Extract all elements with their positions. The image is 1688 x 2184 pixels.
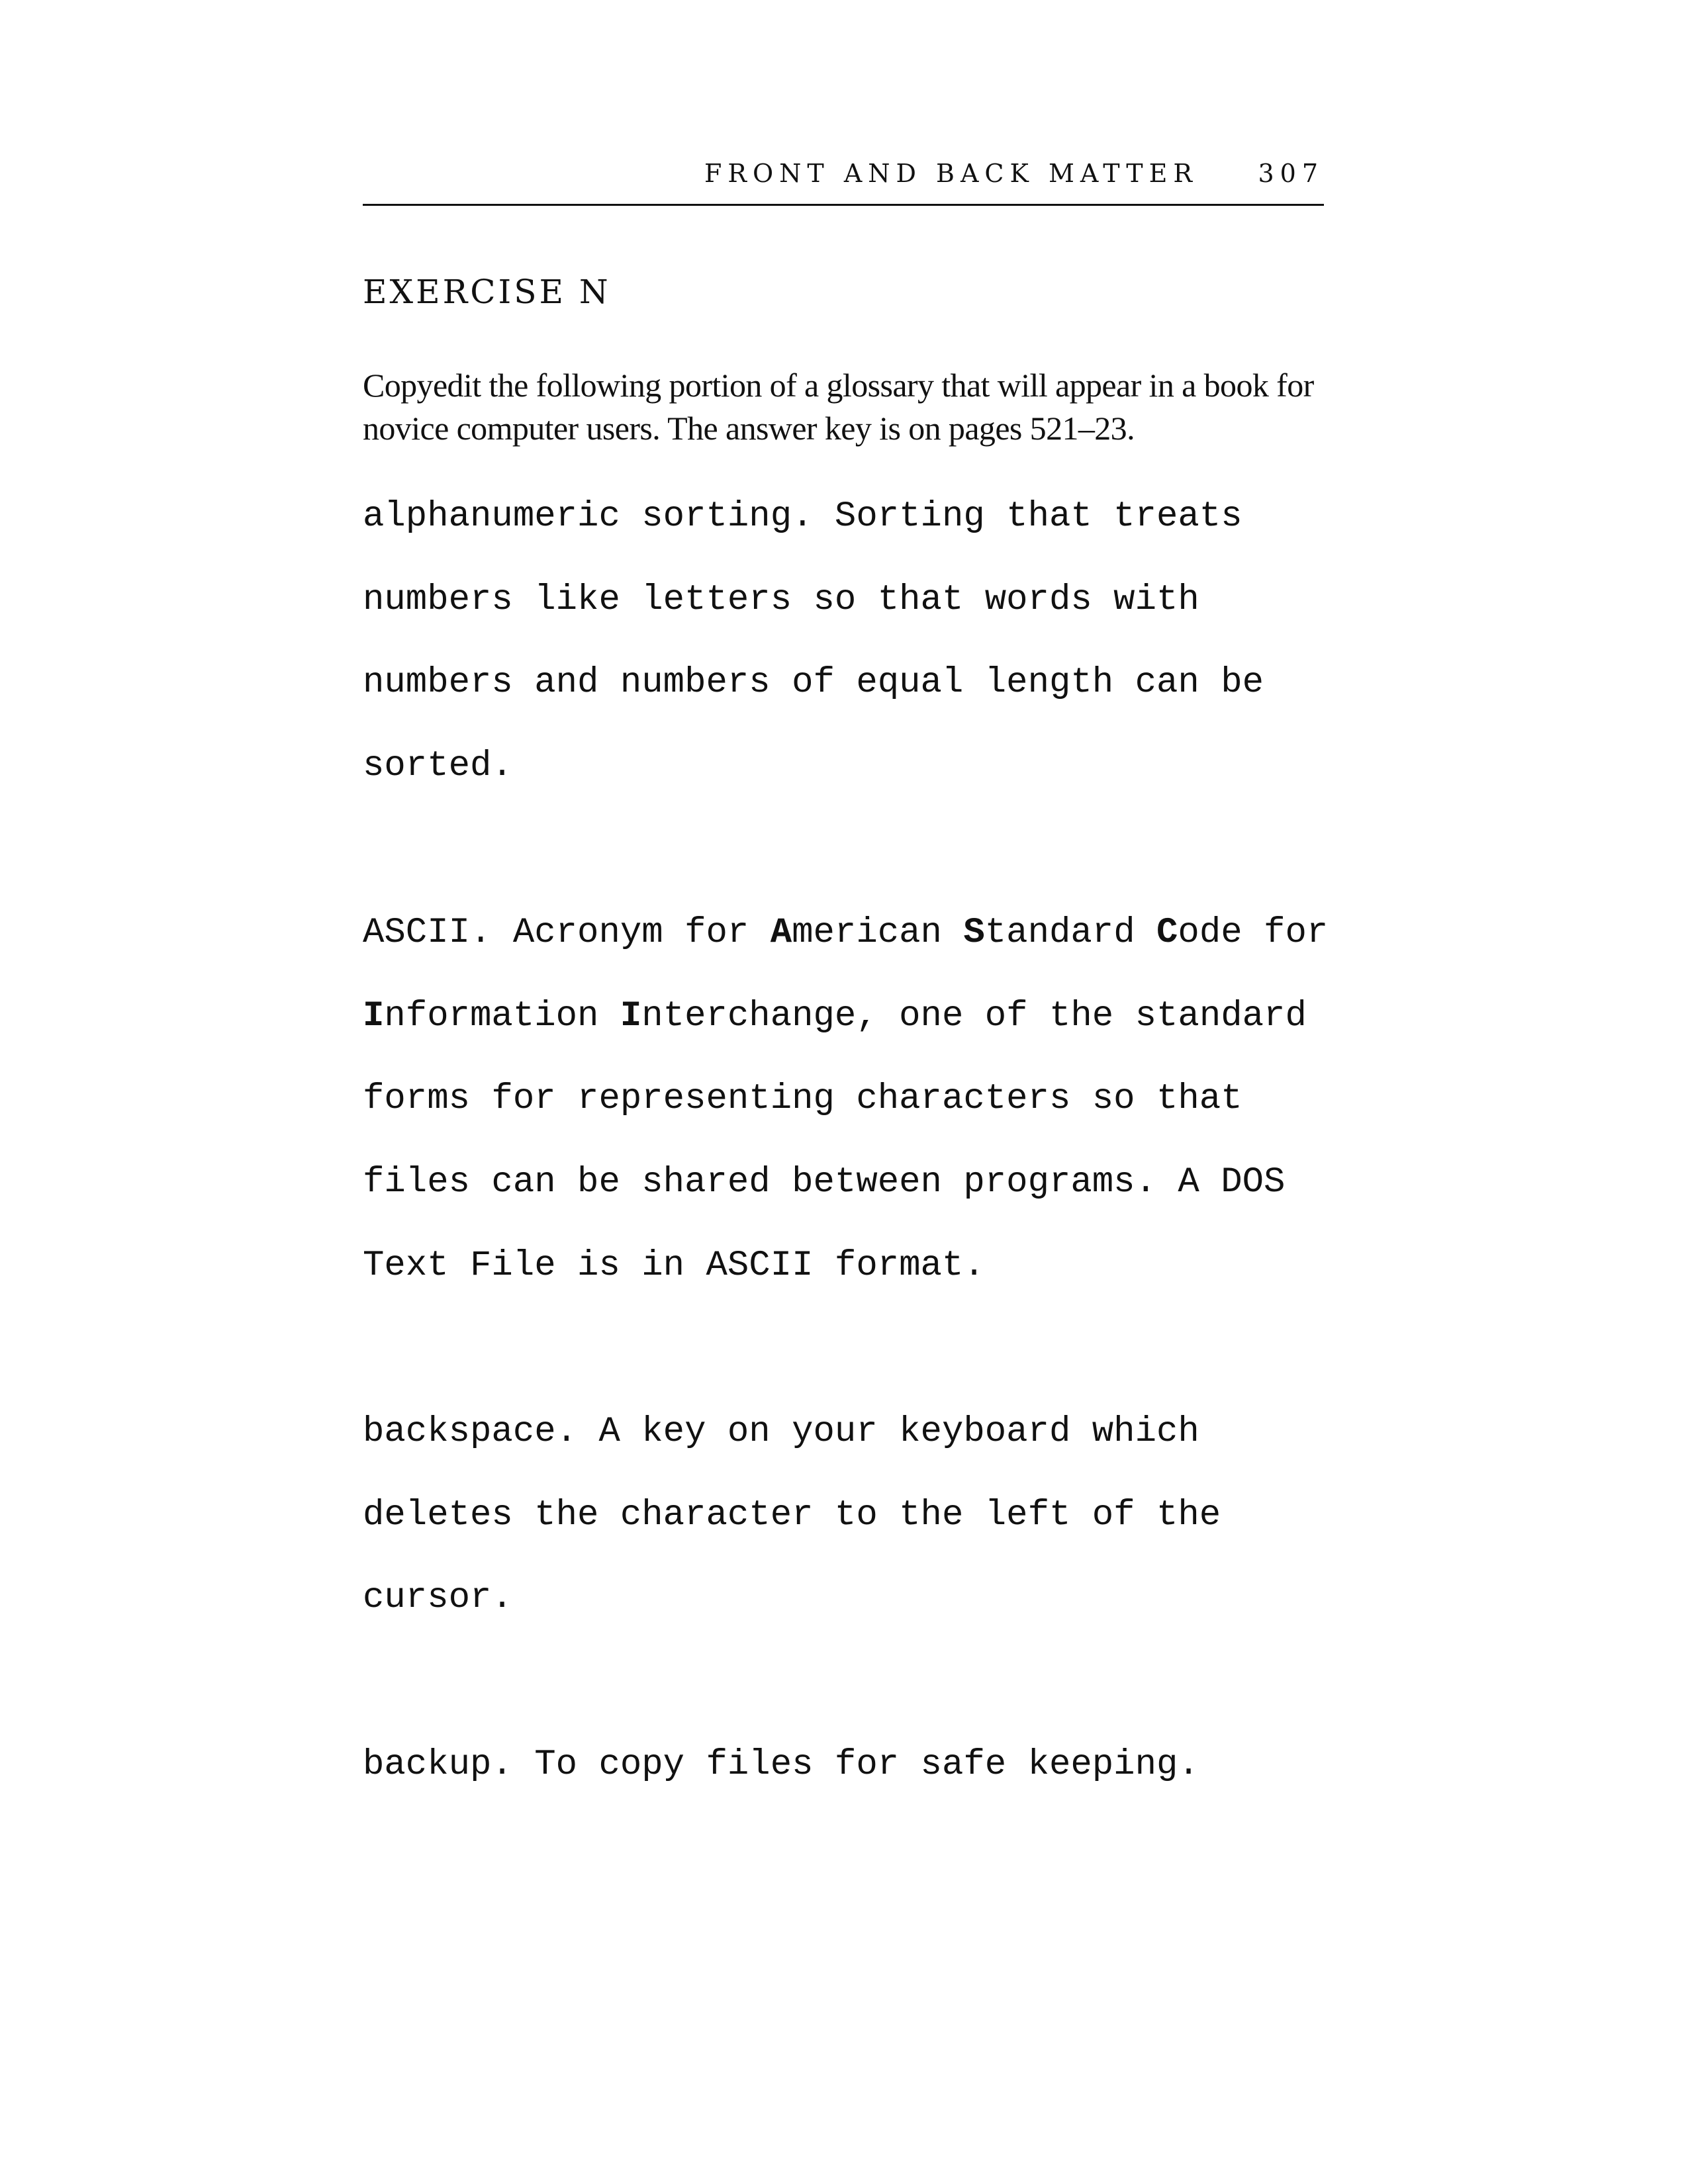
ascii-bold-letter: A [770,913,792,953]
running-header [363,151,1324,206]
exercise-title: EXERCISE N [363,273,611,311]
glossary-entry-ascii-line-3: forms for representing characters so that [363,1079,1243,1119]
ascii-bold-letter: I [363,996,385,1036]
glossary-entry-alphanumeric-line-2: numbers like letters so that words with [363,580,1199,620]
glossary-entry-ascii-line-1 [363,911,1328,955]
ascii-text: ASCII. Acronym for [363,913,771,953]
ascii-bold-letter: C [1156,913,1178,953]
ascii-text: ode for [1178,913,1329,953]
glossary-entry-ascii-line-4: files can be shared between programs. A DOS [363,1162,1286,1203]
glossary-entry-ascii-line-2 [363,995,1307,1038]
ascii-bold-letter: I [620,996,642,1036]
glossary-entry-backup-line-1: backup. To copy files for safe keeping. [363,1745,1199,1785]
glossary-entry-alphanumeric-line-1: alphanumeric sorting. Sorting that treats [363,496,1243,537]
ascii-bold-letter: S [963,913,985,953]
glossary-entry-backspace-line-2: deletes the character to the left of the [363,1495,1221,1535]
ascii-text: merican [792,913,964,953]
glossary-entry-backspace-line-1: backspace. A key on your keyboard which [363,1412,1199,1452]
glossary-entry-alphanumeric-line-4: sorted. [363,746,513,786]
ascii-text: nformation [384,996,620,1036]
page-number: 307 [1258,159,1324,188]
ascii-text: tandard [984,913,1157,953]
glossary-entry-backspace-line-3: cursor. [363,1578,513,1618]
ascii-text: nterchange, one of the standard [641,996,1307,1036]
exercise-instructions: Copyedit the following portion of a glossary that will appear in a book for novice computer users. The answer key is on pages 521–23. [363,367,1314,447]
running-head-title: FRONT AND BACK MATTER [704,159,1198,188]
glossary-entry-ascii-line-5: Text File is in ASCII format. [363,1246,985,1286]
glossary-entry-alphanumeric-line-3: numbers and numbers of equal length can be [363,662,1264,703]
